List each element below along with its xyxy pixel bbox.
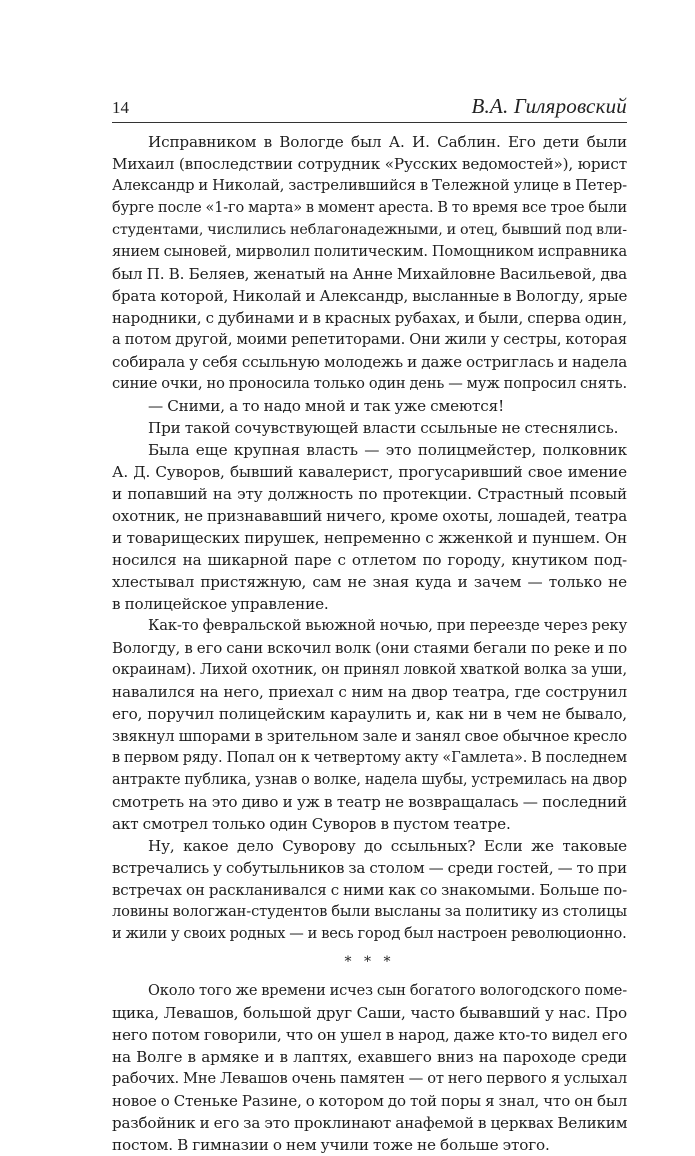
text-line: был П. В. Беляев, женатый на Анне Михайловне Васильевой, два <box>112 265 627 283</box>
text-line: — Сними, а то надо мной и так уже смеются! <box>148 397 505 415</box>
text-line: янием сыновей, мирволил политическим. Помощником исправника <box>112 244 627 260</box>
text-line: Вологду, в его сани вскочил волк (они стаями бегали по реке и по <box>112 639 627 657</box>
text-line: звякнул шпорами в зрительном зале и занял свое обычное кресло <box>112 727 627 745</box>
text-line: Ну, какое дело Суворову до ссыльных? Если же таковые <box>148 837 627 855</box>
text-line: щика, Левашов, большой друг Саши, часто бывавший у нас. Про <box>112 1004 627 1022</box>
body-text <box>112 131 627 1156</box>
text-line: При такой сочувствующей власти ссыльные не стеснялись. <box>148 419 619 437</box>
text-line: и товарищеских пирушек, непременно с жженкой и пуншем. Он <box>112 529 627 547</box>
text-line: антракте публика, узнав о волке, надела шубы, устремилась на двор <box>112 772 627 788</box>
text-line: А. Д. Суворов, бывший кавалерист, прогусаривший свое имение <box>112 463 627 481</box>
paragraph <box>112 835 627 945</box>
author-name: В.А. Гиляровский <box>471 94 627 118</box>
text-line: и попавший на эту должность по протекции. Страстный псовый <box>112 485 627 503</box>
running-head <box>112 94 627 120</box>
text-line: синие очки, но проносила только один день — муж попросил снять. <box>112 375 627 392</box>
text-line: в первом ряду. Попал он к четвертому акту «Гамлета». В последнем <box>112 750 627 766</box>
header-rule <box>112 122 627 123</box>
text-line: бурге после «1-го марта» в момент ареста. В то время все трое были <box>112 200 627 216</box>
text-line: разбойник и его за это проклинают анафемой в церквах Великим <box>112 1114 628 1132</box>
text-line: Исправником в Вологде был А. И. Саблин. Его дети были <box>148 133 627 151</box>
page-number: 14 <box>112 98 129 117</box>
paragraph <box>112 439 627 615</box>
text-line: собирала у себя ссыльную молодежь и даже остриглась и надела <box>112 353 628 371</box>
text-line: в полицейское управление. <box>112 595 329 613</box>
paragraph <box>112 131 627 395</box>
text-line: встречах он раскланивался с ними как со знакомыми. Больше по- <box>112 881 627 899</box>
paragraph <box>112 417 627 439</box>
text-line: встречались у собутыльников за столом — среди гостей, — то при <box>112 859 627 877</box>
text-line: носился на шикарной паре с отлетом по городу, кнутиком под- <box>112 551 627 569</box>
text-line: ловины вологжан-студентов были высланы за политику из столицы <box>112 903 627 920</box>
text-line: новое о Стеньке Разине, о котором до той поры я знал, что он был <box>112 1092 628 1110</box>
text-line: Александр и Николай, застрелившийся в Тележной улице в Петер- <box>112 177 627 194</box>
text-line: акт смотрел только один Суворов в пустом театре. <box>112 815 511 833</box>
text-line: и жили у своих родных — и весь город был настроен революционно. <box>112 925 627 942</box>
text-line: Михаил (впоследствии сотрудник «Русских ведомостей»), юрист <box>112 155 627 173</box>
text-line: Как-то февральской вьюжной ночью, при переезде через реку <box>148 617 628 634</box>
text-line: него потом говорили, что он ушел в народ, даже кто-то видел его <box>112 1026 628 1044</box>
section-separator: * * * <box>344 954 395 970</box>
text-line: брата которой, Николай и Александр, высланные в Вологду, ярые <box>112 287 628 305</box>
text-line: окраинам). Лихой охотник, он принял ловкой хваткой волка за уши, <box>112 662 627 678</box>
text-line: Была еще крупная власть — это полицмейстер, полковник <box>148 441 627 459</box>
paragraph <box>112 980 627 1156</box>
paragraph <box>112 615 627 835</box>
paragraph <box>112 395 627 417</box>
text-line: навалился на него, приехал с ним на двор театра, где сострунил <box>112 683 627 701</box>
text-line: охотник, не признававший ничего, кроме охоты, лошадей, театра <box>112 507 628 525</box>
text-line: постом. В гимназии о нем учили тоже не больше этого. <box>112 1136 550 1154</box>
text-line: его, поручил полицейским караулить и, как ни в чем не бывало, <box>112 705 627 723</box>
text-line: рабочих. Мне Левашов очень памятен — от него первого я услыхал <box>112 1070 627 1087</box>
text-line: студентами, числились неблагонадежными, и отец, бывший под вли- <box>112 222 627 238</box>
text-line: а потом другой, моими репетиторами. Они жили у сестры, которая <box>112 331 627 348</box>
text-line: Около того же времени исчез сын богатого вологодского поме- <box>148 982 627 999</box>
text-line: на Волге в армяке и в лаптях, ехавшего вниз на пароходе среди <box>112 1048 627 1066</box>
text-line: народники, с дубинами и в красных рубахах, и были, сперва один, <box>112 309 628 327</box>
text-line: хлестывал пристяжную, сам не зная куда и зачем — только не <box>112 573 627 591</box>
text-line: смотреть на это диво и уж в театр не возвращалась — последний <box>112 793 627 811</box>
